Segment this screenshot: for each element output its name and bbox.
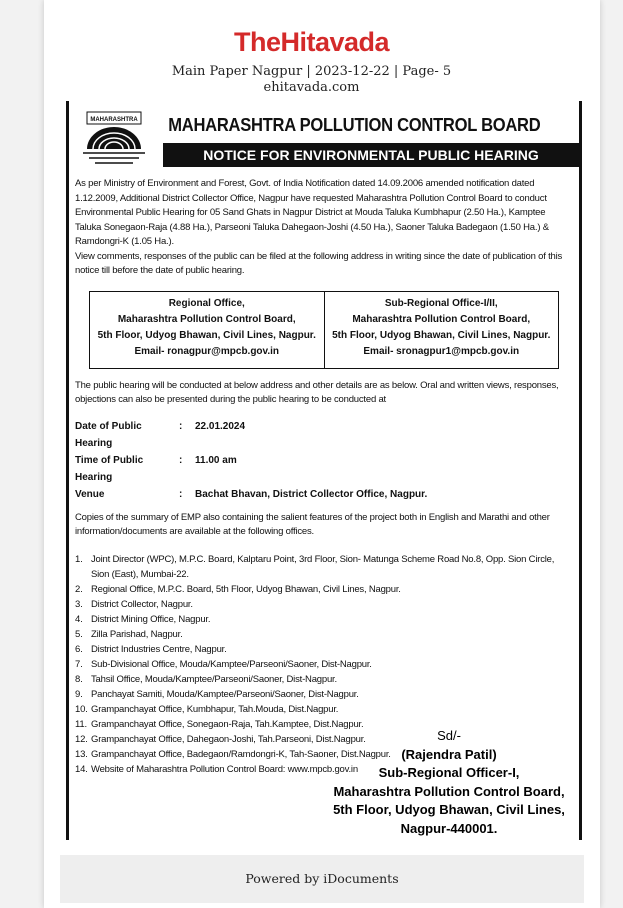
- regional-office-line: Maharashtra Pollution Control Board,: [117, 313, 296, 325]
- board-title: MAHARASHTRA POLLUTION CONTROL BOARD: [168, 115, 541, 135]
- signature-block: [329, 727, 569, 838]
- list-item: 9. Panchayat Samiti, Mouda/Kamptee/Parseoni/Saoner, Dist-Nagpur.: [75, 688, 359, 700]
- intro-paragraph: As per Ministry of Environment and Forest, Govt. of India Notification dated 14.09.2006 amended notification dated 1.12.2009, Additional District Collector Office, Nagpur have requested Maharashtra Pollution Control Board to conduct Environmental Public Hearing for 05 Sand Ghats in Nagpur District at Mouda Taluka Kumbhapur (2.50 Ha.), Kamptee Taluka Sonegaon-Raja (4.88 Ha.), Parseoni Taluka Dahegaon-Joshi (4.50 Ha.), Saoner Taluka Badegaon (1.50 Ha.) & Ramdongri-K (1.05 Ha.).: [75, 178, 549, 247]
- regional-office-line: Regional Office,: [168, 297, 245, 309]
- subregional-office: [324, 292, 559, 368]
- signatory-designation: Sub-Regional Officer-I,: [378, 765, 520, 780]
- list-item: 10. Grampanchayat Office, Kumbhapur, Tah.Mouda, Dist.Nagpur.: [75, 703, 339, 715]
- time-label: Time of Public Hearing: [75, 454, 144, 483]
- list-item: 3. District Collector, Nagpur.: [75, 598, 193, 610]
- list-item: 4. District Mining Office, Nagpur.: [75, 613, 211, 625]
- list-item: 6. District Industries Centre, Nagpur.: [75, 643, 227, 655]
- signatory-org: Maharashtra Pollution Control Board,: [333, 783, 565, 799]
- notice-title: NOTICE FOR ENVIRONMENTAL PUBLIC HEARING: [163, 143, 579, 167]
- hearing-intro-paragraph: The public hearing will be conducted at below address and other details are as below. Oral and written views, responses, objections can also be presented during the public hearing to be conducted at: [75, 379, 559, 405]
- list-item: 1. Joint Director (WPC), M.P.C. Board, Kalptaru Point, 3rd Floor, Sion- Matunga Scheme Road No.8, Opp. Sion Circle, Sion (East), Mumbai-22.: [75, 553, 555, 580]
- list-item: 5. Zilla Parishad, Nagpur.: [75, 628, 183, 640]
- date-value: 22.01.2024: [195, 420, 246, 432]
- list-item: 7. Sub-Divisional Office, Mouda/Kamptee/Parseoni/Saoner, Dist-Nagpur.: [75, 658, 372, 670]
- notice-clipping: [66, 101, 582, 840]
- logo-name: Hitavada: [280, 27, 390, 57]
- list-item: 12. Grampanchayat Office, Dahegaon-Joshi, Tah.Parseoni, Dist.Nagpur.: [75, 733, 366, 745]
- venue-label: Venue: [75, 488, 105, 500]
- edition-line: Main Paper Nagpur | 2023-12-22 | Page- 5: [171, 64, 452, 79]
- signatory-address: 5th Floor, Udyog Bhawan, Civil Lines,: [333, 802, 565, 817]
- subregional-office-email: Email- sronagpur1@mpcb.gov.in: [363, 345, 520, 357]
- subregional-office-line: 5th Floor, Udyog Bhawan, Civil Lines, Nagpur.: [332, 329, 551, 341]
- logo-the: The: [233, 27, 281, 57]
- mpcb-emblem-icon: [81, 109, 147, 169]
- view-comments-paragraph: View comments, responses of the public can be filed at the following address in writing since the date of publication of this notice till before the date of public hearing.: [75, 250, 563, 276]
- subregional-office-line: Maharashtra Pollution Control Board,: [352, 313, 531, 325]
- offices-table: [89, 291, 559, 369]
- time-value: 11.00 am: [195, 454, 237, 466]
- list-item: 13. Grampanchayat Office, Badegaon/Ramdongri-K, Tah-Saoner, Dist.Nagpur.: [75, 748, 391, 760]
- signature-sd: Sd/-: [437, 728, 461, 743]
- masthead: [0, 28, 623, 56]
- subregional-office-line: Sub-Regional Office-I/II,: [384, 297, 498, 309]
- newspaper-logo[interactable]: [234, 28, 389, 56]
- signatory-name: (Rajendra Patil): [401, 746, 497, 762]
- venue-value: Bachat Bhavan, District Collector Office, Nagpur.: [195, 488, 428, 500]
- copies-paragraph: Copies of the summary of EMP also containing the salient features of the project both in English and Marathi and other information/documents are available at the following offices.: [75, 511, 550, 537]
- hearing-details: [75, 418, 573, 503]
- regional-office-email: Email- ronagpur@mpcb.gov.in: [134, 345, 280, 357]
- hearing-time-row: Time of Public Hearing : 11.00 am: [75, 452, 573, 486]
- venue-row: Venue : Bachat Bhavan, District Collector Office, Nagpur.: [75, 486, 573, 503]
- emblem-label: MAHARASHTRA: [90, 117, 138, 123]
- hearing-date-row: Date of Public Hearing : 22.01.2024: [75, 418, 573, 452]
- website-link[interactable]: ehitavada.com: [263, 80, 360, 95]
- notice-header: [75, 107, 573, 171]
- list-item: 8. Tahsil Office, Mouda/Kamptee/Parseoni/Saoner, Dist-Nagpur.: [75, 673, 337, 685]
- date-label: Date of Public Hearing: [75, 420, 142, 449]
- regional-office: [90, 292, 324, 368]
- list-item: 2. Regional Office, M.P.C. Board, 5th Floor, Udyog Bhawan, Civil Lines, Nagpur.: [75, 583, 401, 595]
- list-item: 14. Website of Maharashtra Pollution Control Board: www.mpcb.gov.in: [75, 763, 358, 775]
- signatory-city: Nagpur-440001.: [400, 820, 498, 836]
- regional-office-line: 5th Floor, Udyog Bhawan, Civil Lines, Nagpur.: [97, 329, 316, 341]
- footer-powered-by[interactable]: Powered by iDocuments: [60, 855, 584, 903]
- list-item: 11. Grampanchayat Office, Sonegaon-Raja, Tah.Kamptee, Dist.Nagpur.: [75, 718, 364, 730]
